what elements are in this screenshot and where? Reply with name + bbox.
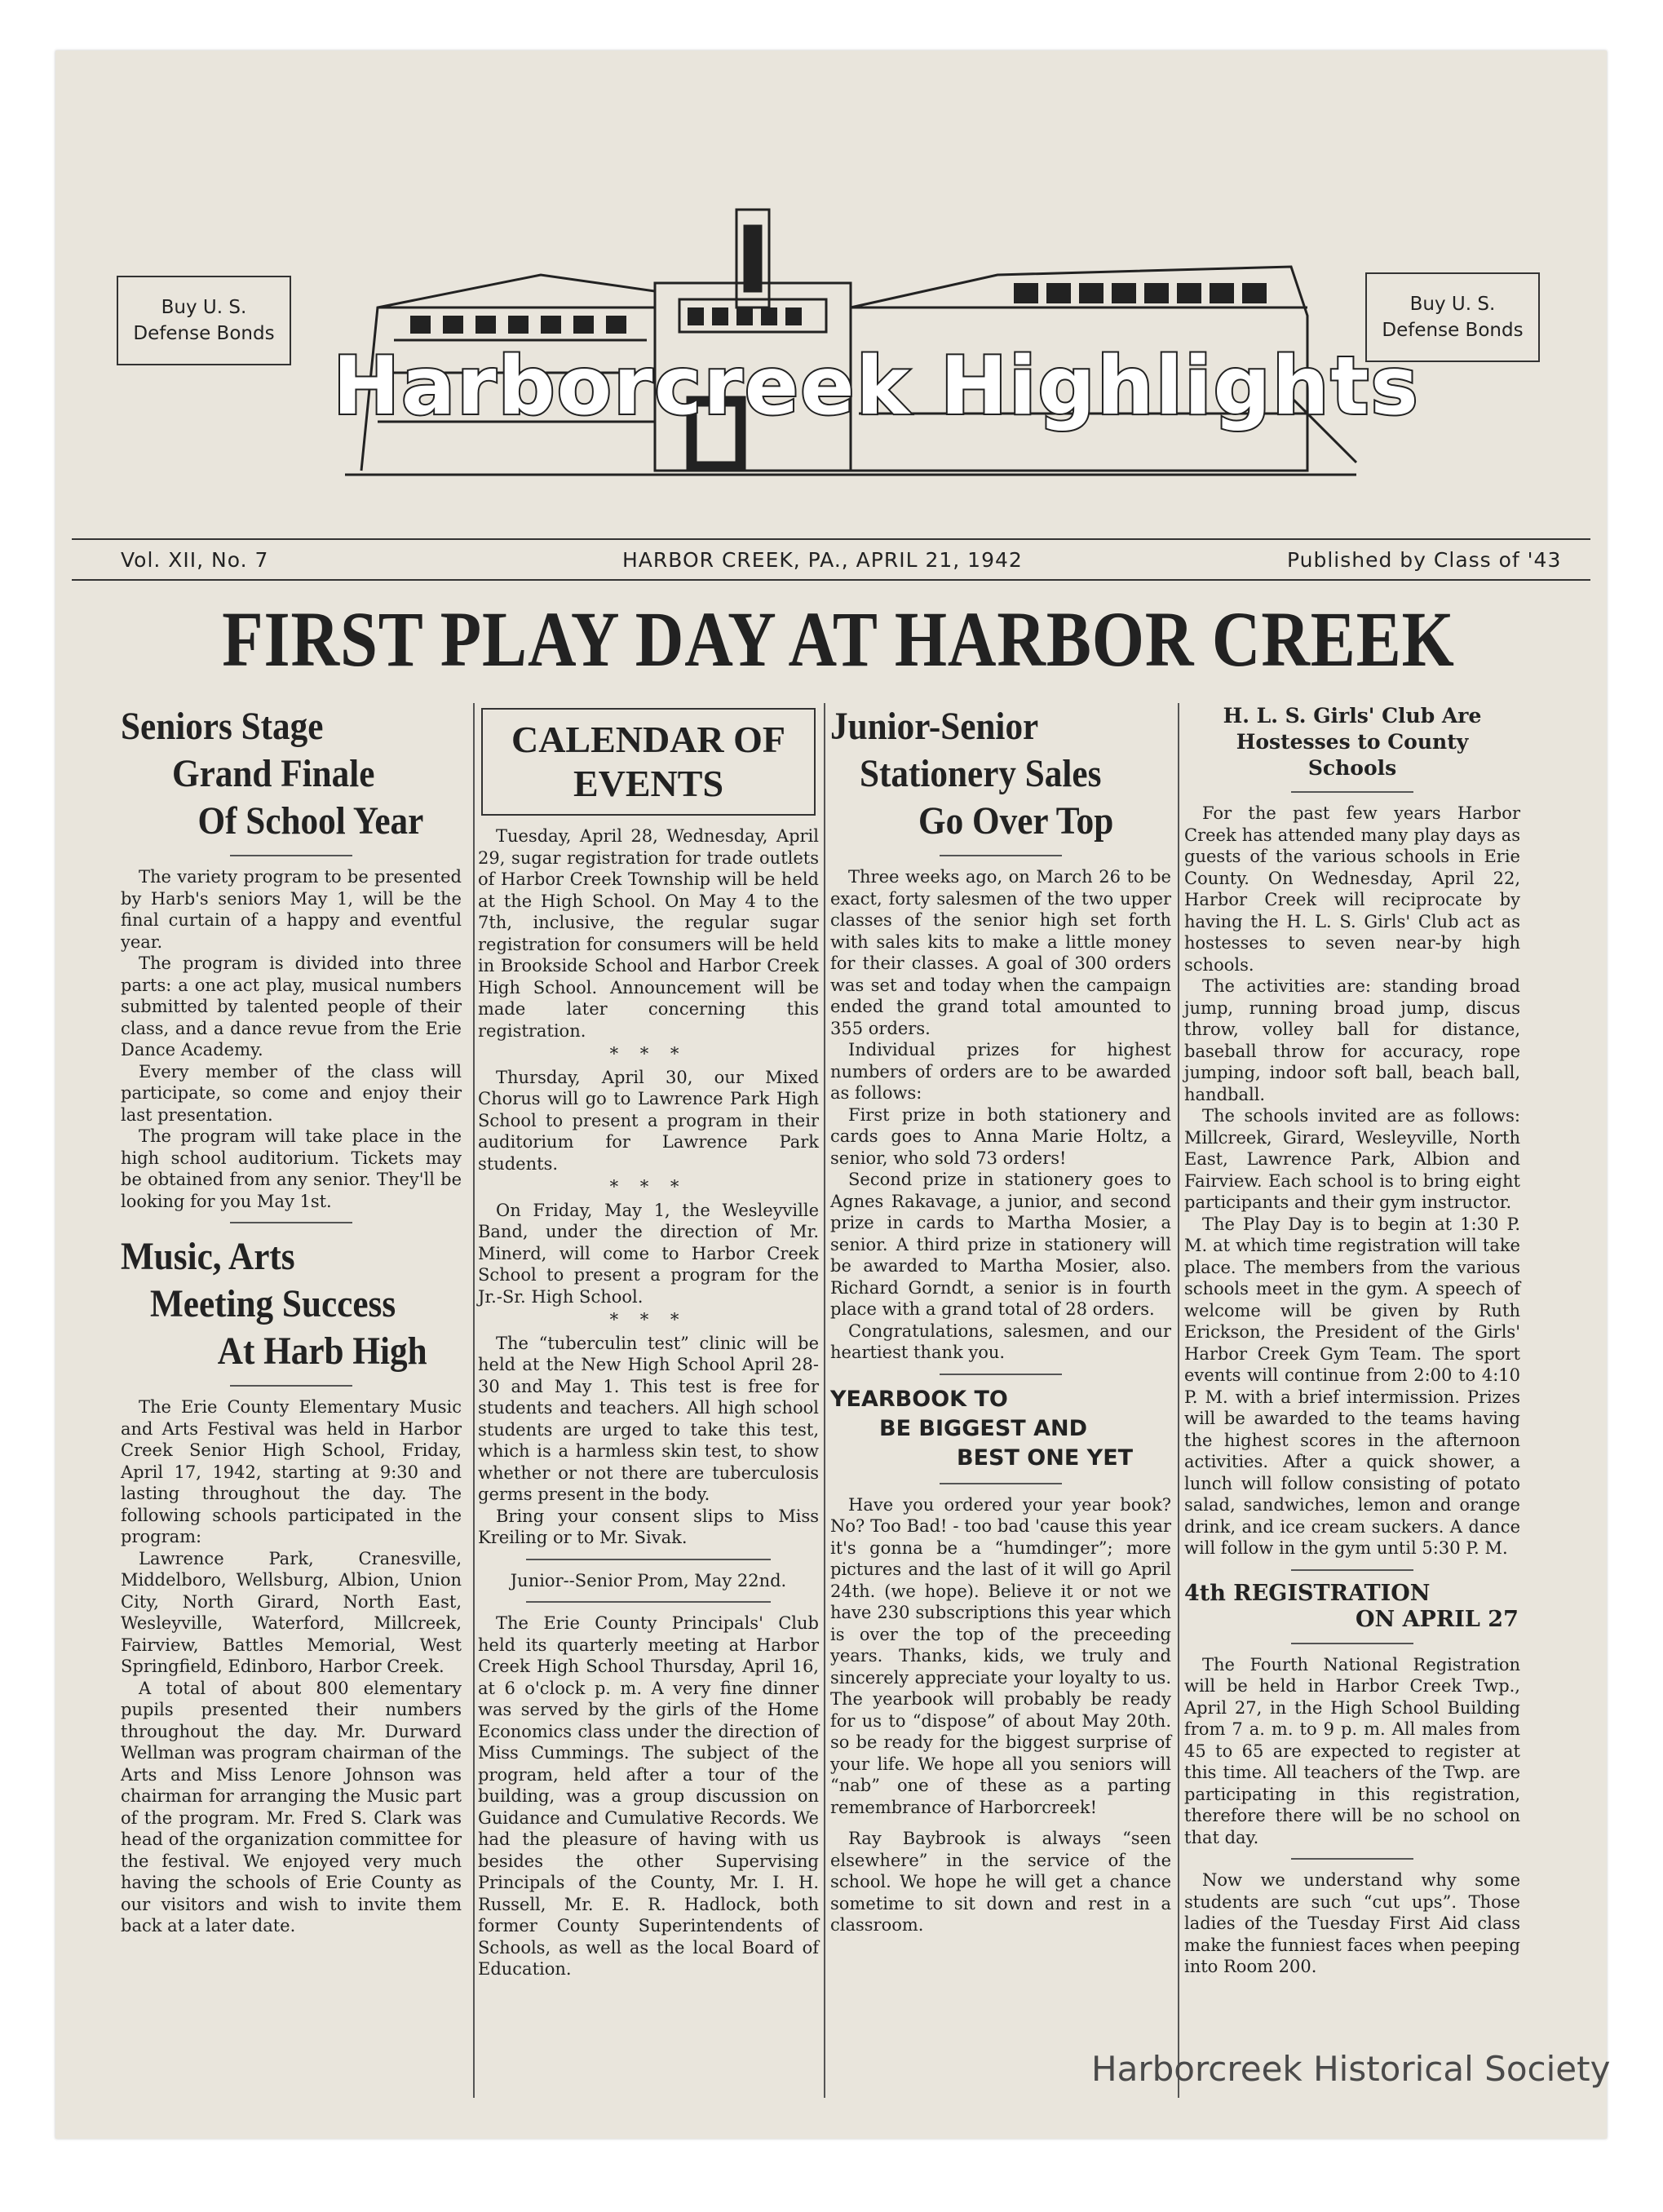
bond-left-line1: Buy U. S.	[161, 297, 247, 318]
column-4	[1184, 703, 1520, 1978]
section-rule	[1291, 1569, 1413, 1571]
section-rule	[526, 1559, 771, 1560]
registration-headline	[1184, 1581, 1520, 1633]
column-rule-1	[473, 703, 475, 2098]
girls-club-paragraph-4: The Play Day is to begin at 1:30 P. M. at which time registration will take place. The members from the various schools meet in the gym. A speech of welcome will be given by Ruth Erickson, the President of the Girls' Harbor Creek Gym Team. The sport events will continue from 2:00 to 4:10 P. M. with a brief intermission. Prizes will be awarded to the teams having the highest scores in the afternoon activities. After a quick shower, a lunch will follow consisting of potato salad, sandwiches, lemon and orange drink, and ice cream suckers. A dance will follow in the gym until 5:30 P. M.	[1184, 1214, 1520, 1558]
calendar-paragraph-3: On Friday, May 1, the Wesleyville Band, under the direction of Mr. Minerd, will come to Harbor Creek School to present a program for the Jr.-Sr. High School.	[478, 1200, 819, 1307]
stationery-headline-line1: Junior-Senior	[830, 705, 1039, 748]
girls-club-headline	[1184, 703, 1520, 781]
dateline-bottom-rule	[72, 579, 1590, 581]
seniors-paragraph-2: The program is divided into three parts: a one act play, musical numbers submitted by talented people of their class, and a dance revue from the Erie Dance Academy.	[121, 953, 462, 1060]
column-rule-3	[1178, 703, 1179, 2098]
registration-headline-line2: ON APRIL 27	[1356, 1606, 1519, 1632]
bond-right-line1: Buy U. S.	[1409, 294, 1496, 315]
ray-baybrook-paragraph: Ray Baybrook is always “seen elsewhere” in the service of the school. We hope he will get a chance sometime to sit down and rest in a classroom.	[830, 1829, 1171, 1935]
yearbook-headline-line1: YEARBOOK TO	[830, 1386, 1008, 1412]
seniors-headline-line1: Seniors Stage	[121, 705, 324, 748]
school-building-illustration	[329, 153, 1420, 503]
music-arts-headline	[121, 1233, 427, 1375]
separator-stars: * * *	[609, 1310, 688, 1329]
column-3	[830, 703, 1171, 1936]
stationery-sales-headline	[830, 703, 1137, 845]
seniors-paragraph-4: The program will take place in the high school auditorium. Tickets may be obtained from any senior. They'll be looking for you May 1st.	[121, 1126, 462, 1211]
calendar-paragraph-2: Thursday, April 30, our Mixed Chorus will go to Lawrence Park High School to present a program in their auditorium for Lawrence Park students.	[478, 1067, 819, 1174]
masthead-title: Harborcreek Highlights	[333, 340, 1420, 433]
calendar-paragraph-5: Bring your consent slips to Miss Kreiling or to Mr. Sivak.	[478, 1506, 819, 1547]
stationery-paragraph-5: Congratulations, salesmen, and our heartiest thank you.	[830, 1321, 1171, 1362]
column-1	[121, 703, 462, 1937]
section-rule	[1291, 791, 1413, 793]
section-rule	[230, 1222, 352, 1223]
volume-number: Vol. XII, No. 7	[121, 548, 269, 572]
defense-bonds-box-left	[117, 276, 291, 365]
seniors-headline-line3: Of School Year	[197, 799, 424, 843]
section-rule	[526, 1601, 771, 1603]
music-headline-line3: At Harb High	[217, 1329, 427, 1373]
column-rule-2	[824, 703, 825, 2098]
seniors-paragraph-3: Every member of the class will participate, so come and enjoy their last presentation.	[121, 1061, 462, 1125]
historical-society-watermark: Harborcreek Historical Society	[1091, 2049, 1611, 2089]
music-headline-line1: Music, Arts	[121, 1235, 295, 1278]
bond-right-line2: Defense Bonds	[1382, 320, 1524, 341]
calendar-title-line1: CALENDAR OF	[511, 719, 786, 760]
stationery-paragraph-3: First prize in both stationery and cards goes to Anna Marie Holtz, a senior, who sold 73 orders!	[830, 1104, 1171, 1168]
column-2	[478, 703, 819, 1980]
seniors-stage-headline	[121, 703, 427, 845]
girls-club-headline-line2: Hostesses to County	[1236, 730, 1469, 754]
calendar-paragraph-1: Tuesday, April 28, Wednesday, April 29, sugar registration for trade outlets of Harbor Creek Township will be held at the High School. On May 4 to the 7th, inclusive, the regular sugar registration for consumers will be held in Brookside School and Harbor Creek High School. Announcement will be made later concerning this registration.	[478, 826, 819, 1041]
seniors-paragraph-1: The variety program to be presented by Harb's seniors May 1, will be the final curtain of a happy and eventful year.	[121, 867, 462, 952]
yearbook-paragraph-1: Have you ordered your year book? No? Too Bad! - too bad 'cause this year it's gonna be a “humdinger”; more pictures and the last of it will go April 24th. (we hope). Believe it or not we have 230 subscriptions this year which is over the top of the preceeding years. Thanks, kids, we truly and sincerely appreciate your loyalty to us. The yearbook will probably be ready for us to “dispose” of about May 20th. so be ready for the biggest surprise of your life. We hope all you seniors will “nab” one of these as a parting remembrance of Harborcreek!	[830, 1494, 1171, 1817]
bond-left-line2: Defense Bonds	[133, 323, 275, 344]
separator-stars: * * *	[609, 1044, 688, 1064]
prom-notice: Junior--Senior Prom, May 22nd.	[510, 1570, 787, 1590]
music-paragraph-2: Lawrence Park, Cranesville, Middelboro, Wellsburg, Albion, Union City, North Girard, North East, Wesleyville, Waterford, Millcreek, Fairview, Battles Memorial, West Springfield, Edinboro, Harbor Creek.	[121, 1548, 462, 1676]
cut-ups-paragraph: Now we understand why some students are such “cut ups”. Those ladies of the Tuesday First Aid class make the funniest faces when peeping into Room 200.	[1184, 1870, 1520, 1976]
dateline-top-rule	[72, 538, 1590, 540]
calendar-title-line2: EVENTS	[573, 763, 724, 804]
music-paragraph-1: The Erie County Elementary Music and Arts Festival was held in Harbor Creek Senior High School, Friday, April 17, 1942, starting at 9:30 and lasting throughout the day. The following schools participated in the program:	[121, 1397, 462, 1546]
main-headline: FIRST PLAY DAY AT HARBOR CREEK	[222, 595, 1455, 683]
publisher-line: Published by Class of '43	[1287, 548, 1562, 572]
section-rule	[230, 855, 352, 856]
separator-stars: * * *	[609, 1177, 688, 1197]
girls-club-paragraph-1: For the past few years Harbor Creek has attended many play days as guests of the various schools in Erie County. On Wednesday, April 22, Harbor Creek will reciprocate by having the H. L. S. Girls' Club act as hostesses to seven near-by high schools.	[1184, 803, 1520, 975]
section-rule	[1291, 1643, 1413, 1644]
section-rule	[1291, 1858, 1413, 1860]
place-and-date: HARBOR CREEK, PA., APRIL 21, 1942	[622, 548, 1023, 572]
registration-paragraph: The Fourth National Registration will be held in Harbor Creek Twp., April 27, in the High School Building from 7 a. m. to 9 p. m. All males from 45 to 65 are expected to register at this time. All teachers of the Twp. are participating in this registration, therefore there will be no school on that day.	[1184, 1654, 1520, 1847]
registration-headline-line1: 4th REGISTRATION	[1184, 1580, 1431, 1606]
calendar-of-events-box	[481, 708, 816, 816]
girls-club-headline-line3: Schools	[1307, 756, 1397, 780]
stationery-paragraph-4: Second prize in stationery goes to Agnes Rakavage, a junior, and second prize in cards to Martha Mosier, a senior. A third prize in stationery will be awarded to Martha Mosier, also. Richard Gorndt, a senior is in fourth place with a grand total of 28 orders.	[830, 1170, 1171, 1319]
seniors-headline-line2: Grand Finale	[172, 752, 375, 795]
yearbook-headline	[830, 1385, 1171, 1473]
girls-club-paragraph-2: The activities are: standing broad jump, running broad jump, discus throw, volley ball for distance, baseball throw for accuracy, rope jumping, indoor soft ball, beach ball, handball.	[1184, 976, 1520, 1104]
calendar-paragraph-4: The “tuberculin test” clinic will be held at the New High School April 28-30 and May 1. This test is free for students and teachers. All high school students are urged to take this test, which is a harmless skin test, to show whether or not there are tuberculosis germs present in the body.	[478, 1333, 819, 1504]
music-headline-line2: Meeting Success	[150, 1282, 396, 1325]
stationery-headline-line2: Stationery Sales	[860, 752, 1102, 795]
section-rule	[940, 1374, 1062, 1375]
newspaper-page	[55, 51, 1607, 2139]
stationery-paragraph-2: Individual prizes for highest numbers of orders are to be awarded as follows:	[830, 1040, 1171, 1103]
section-rule	[940, 1483, 1062, 1484]
music-paragraph-3: A total of about 800 elementary pupils presented their numbers throughout the day. Mr. Durward Wellman was program chairman of the Arts and Miss Lenore Johnson was chairman for arranging the Music part of the program. Mr. Fred S. Clark was head of the organization committee for the festival. We enjoyed very much having the schools of Erie County as our visitors and wish to invite them back at a later date.	[121, 1678, 462, 1936]
girls-club-paragraph-3: The schools invited are as follows: Millcreek, Girard, Wesleyville, North East, Lawrence Park, Albion and Fairview. Each school is to bring eight participants and their gym instructor.	[1184, 1106, 1520, 1212]
girls-club-headline-line1: H. L. S. Girls' Club Are	[1223, 704, 1482, 728]
section-rule	[230, 1385, 352, 1387]
yearbook-headline-line2: BE BIGGEST AND	[879, 1415, 1087, 1441]
yearbook-headline-line3: BEST ONE YET	[957, 1444, 1134, 1471]
section-rule	[940, 855, 1062, 856]
stationery-paragraph-1: Three weeks ago, on March 26 to be exact, forty salesmen of the two upper classes of the senior high set forth with sales kits to make a little money for their classes. A goal of 300 orders was set and today when the campaign ended the grand total amounted to 355 orders.	[830, 867, 1171, 1038]
principals-club-paragraph: The Erie County Principals' Club held its quarterly meeting at Harbor Creek High School Thursday, April 16, at 6 o'clock p. m. A very fine dinner was served by the girls of the Home Economics class under the direction of Miss Cummings. The subject of the program, held after a tour of the building, was a group discussion on Guidance and Cumulative Records. We had the pleasure of having with us besides the other Supervising Principals of the County, Mr. I. H. Russell, Mr. E. R. Hadlock, both former County Superintendents of Schools, as well as the local Board of Education.	[478, 1613, 819, 1979]
stationery-headline-line3: Go Over Top	[918, 799, 1114, 843]
